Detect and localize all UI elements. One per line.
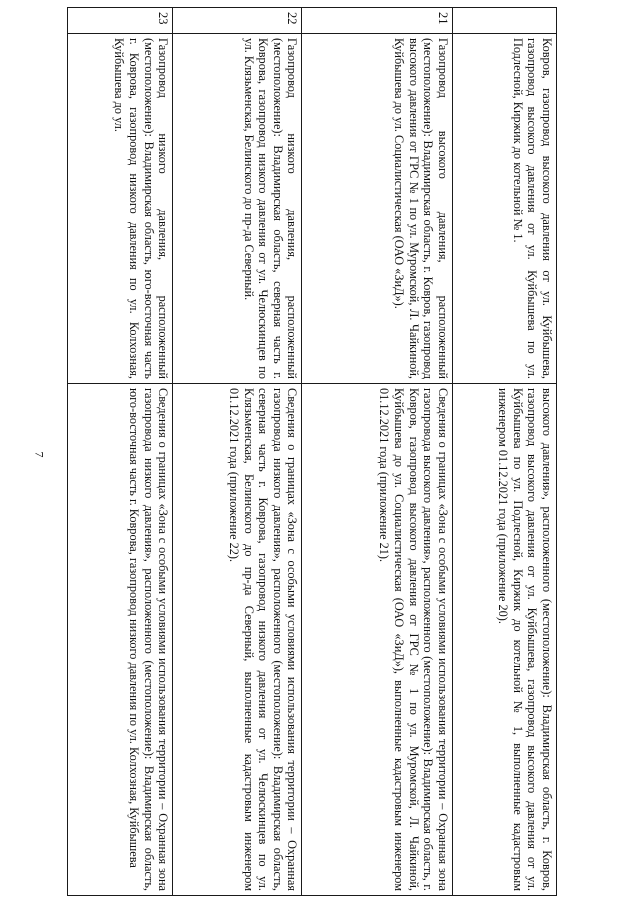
document-table — [67, 7, 557, 896]
rotated-table-container — [67, 7, 557, 895]
row-number-cell: 21 — [302, 8, 452, 34]
boundary-info-cell: Сведения о границах «Зона с особыми условиями использования территории – Охранная зона газопровода низкого давления», расположенного (местоположение): Владимирская область, юго-восточная часть г. Коврова, газопровод низкого давления по ул. Колхозная, Куйбышева — [68, 384, 173, 896]
table-row — [173, 8, 302, 896]
row-number-cell: 22 — [173, 8, 302, 34]
boundary-info-cell: Сведения о границах «Зона с особыми условиями использования территории – Охранная зона газопровода высокого давления», расположенного (местоположение): Владимирская область, г. Ковров, газопровод высокого давления от ГРС № 1 по ул. Муромской, Л. Чайкиной, Куйбышева до ул. Социалистическая (ОАО «ЗиД»), выполненные кадастровым инженером 01.12.2021 года (приложение 21). — [302, 384, 452, 896]
row-number-cell — [452, 8, 556, 34]
table-row — [68, 8, 173, 896]
boundary-info-cell: высокого давления», расположенного (местоположение): Владимирская область, г. Ковров, газопровод высокого давления от ул. Куйбышева, газопровод высокого давления от ул. Куйбышева по ул. Подлесной, Киржик до котельной № 1, выполненные кадастровым инженером 01.12.2021 года (приложение 20). — [452, 384, 556, 896]
object-description-cell: Газопровод высокого давления, расположенный (местоположение): Владимирская область, г. Ковров, газопровод высокого давления от ГРС № 1 по ул. Муромской, Л. Чайкиной, Куйбышева до ул. Социалистическая (ОАО «ЗиД»). — [302, 34, 452, 384]
table-row — [302, 8, 452, 896]
object-description-cell: Газопровод низкого давления, расположенный (местоположение): Владимирская область, юго-восточная часть г. Коврова, газопровод низкого давления по ул. Колхозная, Куйбышева до ул. — [68, 34, 173, 384]
object-description-cell: Ковров, газопровод высокого давления от ул. Куйбышева, газопровод высокого давления от ул. Куйбышева по ул. Подлесной, Киржик до котельной № 1. — [452, 34, 556, 384]
page-number: 7 — [32, 451, 47, 458]
row-number-cell: 23 — [68, 8, 173, 34]
table-row — [452, 8, 556, 896]
boundary-info-cell: Сведения о границах «Зона с особыми условиями использования территории – Охранная газопровода низкого давления», расположенного (местоположение): Владимирская область, северная часть г. Коврова, газопровод низкого давления от ул. Челюскинцев по ул. Клязьменская, Белинского до пр-да Северный, выполненные кадастровым инженером 01.12.2021 года (приложение 22). — [173, 384, 302, 896]
object-description-cell: Газопровод низкого давления, расположенный (местоположение): Владимирская область, северная часть г. Коврова, газопровод низкого давления от ул. Челюскинцев по ул. Клязьменская, Белинского до пр-да Северный. — [173, 34, 302, 384]
